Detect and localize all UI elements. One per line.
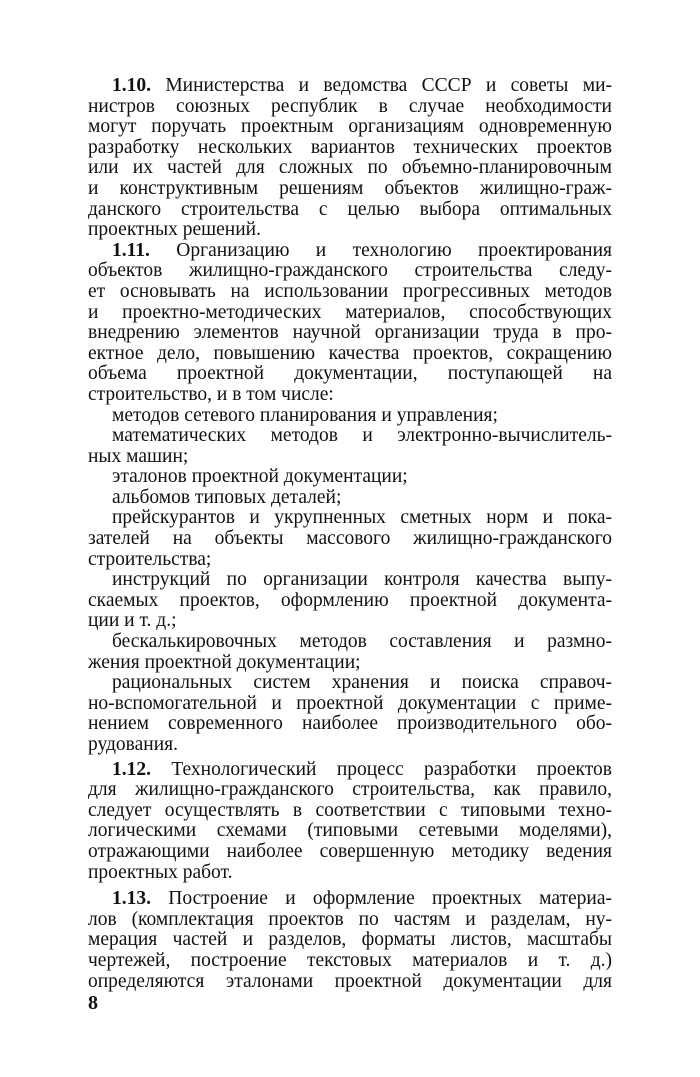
paragraph-number: 1.11. xyxy=(112,239,150,261)
list-item-continuation: строительства; xyxy=(88,548,212,570)
text-line xyxy=(112,889,612,910)
list-item-continuation: рудования. xyxy=(88,734,179,755)
text-line: разработку нескольких вариантов технических проектов xyxy=(88,136,612,158)
text-line: и конструктивным решениям объектов жилищно-граж- xyxy=(88,177,612,199)
text-line: проектных работ. xyxy=(88,861,233,883)
list-item-continuation: зателей на объекты массового жилищно-гражданского xyxy=(88,528,612,550)
text-line: для жилищно-гражданского строительства, как правило, xyxy=(88,779,612,801)
text-span: Министерства и ведомства СССР и советы ми- xyxy=(165,75,612,96)
list-item-continuation: ции и т. д.; xyxy=(88,610,177,632)
text-line: ет основывать на использовании прогрессивных методов xyxy=(88,280,612,302)
paragraph-1-13 xyxy=(88,888,613,992)
text-line: чертежей, построение текстовых материалов и т. д.) xyxy=(88,949,612,971)
text-line xyxy=(112,76,612,97)
paragraph-number: 1.12. xyxy=(112,758,151,780)
text-line: лов (комплектация проектов по частям и разделам, ну- xyxy=(88,908,612,930)
text-line: и проектно-методических материалов, способствующих xyxy=(88,301,612,323)
text-line: ектное дело, повышению качества проектов, сокращению xyxy=(88,342,612,364)
text-span: Построение и оформление проектных материа- xyxy=(168,888,613,910)
list-item-continuation: но-вспомогательной и проектной документации с приме- xyxy=(88,692,612,714)
list-item-continuation: нением современного наиболее производительного обо- xyxy=(88,713,612,735)
list-item-continuation: жения проектной документации; xyxy=(88,651,361,673)
text-span: Технологический процесс разработки проектов xyxy=(171,758,612,780)
list-item: эталонов проектной документации; xyxy=(112,466,408,488)
paragraph-number: 1.10. xyxy=(112,75,151,96)
list-item: инструкций по организации контроля качества выпу- xyxy=(112,569,612,591)
page-number: 8 xyxy=(88,992,98,1014)
text-span: Организацию и технологию проектирования xyxy=(176,239,612,261)
text-line: данского строительства с целью выбора оптимальных xyxy=(88,198,612,220)
text-line: нистров союзных республик в случае необходимости xyxy=(88,95,612,117)
text-line: или их частей для сложных по объемно-планировочным xyxy=(88,157,612,179)
paragraph-1-11 xyxy=(88,239,612,756)
document-page xyxy=(88,75,613,992)
text-line: объектов жилищно-гражданского строительства следу- xyxy=(88,260,612,282)
text-line: проектных решений. xyxy=(88,219,261,241)
paragraph-1-10 xyxy=(88,75,612,241)
paragraph-number: 1.13. xyxy=(112,888,151,910)
list-item: математических методов и электронно-вычислитель- xyxy=(112,425,612,447)
list-item: бескалькировочных методов составления и размно- xyxy=(112,631,612,653)
paragraph-1-12 xyxy=(88,758,612,884)
text-line: следует осуществлять в соответствии с типовыми техно- xyxy=(88,799,612,821)
text-line xyxy=(112,760,612,781)
text-line: строительство, и в том числе: xyxy=(88,383,334,405)
text-line: логическими схемами (типовыми сетевыми моделями), xyxy=(88,820,612,842)
list-item-continuation: ных машин; xyxy=(88,445,189,467)
text-line: определяются эталонами проектной документации для xyxy=(88,970,612,992)
list-item: альбомов типовых деталей; xyxy=(112,486,342,508)
list-item-continuation: скаемых проектов, оформлению проектной документа- xyxy=(88,589,612,611)
list-item: методов сетевого планирования и управления; xyxy=(112,404,498,426)
text-line: внедрению элементов научной организации труда в про- xyxy=(88,322,612,344)
text-line: отражающими наиболее совершенную методику ведения xyxy=(88,840,612,862)
text-line: могут поручать проектным организациям одновременную xyxy=(88,116,612,138)
list-item: прейскурантов и укрупненных сметных норм и пока- xyxy=(112,507,612,529)
text-line xyxy=(112,241,612,262)
text-line: мерация частей и разделов, форматы листов, масштабы xyxy=(88,929,612,951)
text-line: объема проектной документации, поступающей на xyxy=(88,363,612,385)
list-item: рациональных систем хранения и поиска справоч- xyxy=(112,672,612,694)
